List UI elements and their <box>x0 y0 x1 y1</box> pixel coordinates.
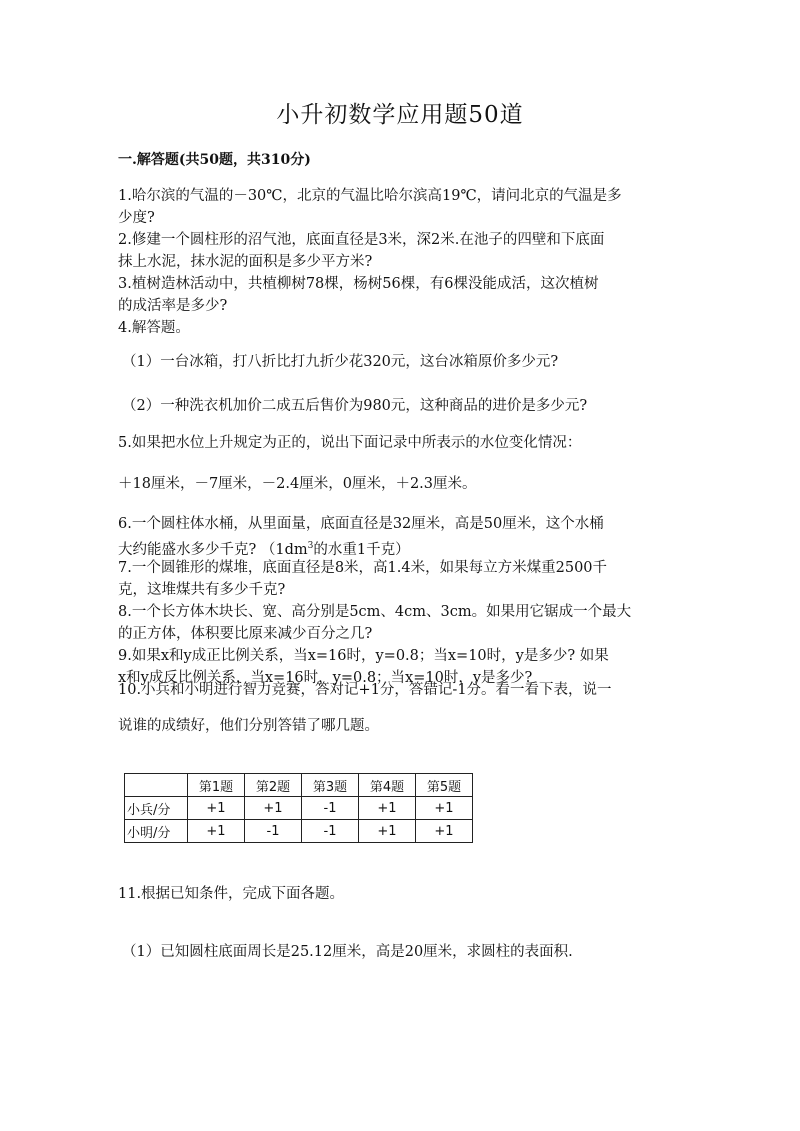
question-3-line-2: 的成活率是多少? <box>118 298 228 314</box>
score-table-header-cell: 第5题 <box>416 774 473 797</box>
question-2-line-2: 抹上水泥，抹水泥的面积是多少平方米? <box>118 254 373 270</box>
question-11-part-1: （1）已知圆柱底面周长是25.12厘米，高是20厘米，求圆柱的表面积. <box>122 944 573 960</box>
question-10-line-2: 说谁的成绩好，他们分别答错了哪几题。 <box>118 718 379 734</box>
question-6-line-1: 6.一个圆柱体水桶，从里面量，底面直径是32厘米，高是50厘米，这个水桶 <box>118 516 604 532</box>
score-table-corner <box>125 774 188 797</box>
score-cell: -1 <box>302 797 359 820</box>
question-7-line-1: 7.一个圆锥形的煤堆，底面直径是8米，高1.4米，如果每立方米煤重2500千 <box>118 560 608 576</box>
table-row <box>125 797 473 820</box>
question-8-line-2: 的正方体，体积要比原来减少百分之几? <box>118 626 373 642</box>
question-4-part-1: （1）一台冰箱，打八折比打九折少花320元，这台冰箱原价多少元? <box>122 354 559 370</box>
question-1 <box>118 185 678 229</box>
question-5-values: ＋18厘米，－7厘米，－2.4厘米，0厘米，＋2.3厘米。 <box>118 476 477 492</box>
question-8-line-1: 8.一个长方体木块长、宽、高分别是5cm、4cm、3cm。如果用它锯成一个最大 <box>118 604 632 620</box>
question-9-line-1: 9.如果x和y成正比例关系，当x=16时，y=0.8；当x=10时，y是多少? 如果 <box>118 648 609 664</box>
question-8 <box>118 601 678 645</box>
question-9-line-2: x和y成反比例关系，当x=16时，y=0.8；当x=10时，y是多少? <box>118 670 533 686</box>
question-3 <box>118 273 678 317</box>
score-table-header-cell: 第1题 <box>188 774 245 797</box>
question-1-line-2: 少度? <box>118 210 155 226</box>
question-2-line-1: 2.修建一个圆柱形的沼气池，底面直径是3米，深2米.在池子的四壁和下底面 <box>118 232 605 248</box>
question-6-line-2-a: 大约能盛水多少千克? （1dm <box>118 541 308 558</box>
page-title: 小升初数学应用题50道 <box>276 102 524 128</box>
question-6 <box>118 513 678 561</box>
question-3-line-1: 3.植树造林活动中，共植柳树78棵，杨树56棵，有6棵没能成活，这次植树 <box>118 276 599 292</box>
score-cell: +1 <box>188 797 245 820</box>
score-table-header-row <box>125 774 473 797</box>
question-7-line-2: 克，这堆煤共有多少千克? <box>118 582 286 598</box>
score-cell: -1 <box>302 820 359 843</box>
question-11: 11.根据已知条件，完成下面各题。 <box>118 886 345 902</box>
score-table-header-cell: 第3题 <box>302 774 359 797</box>
score-cell: +1 <box>416 820 473 843</box>
row-label: 小明/分 <box>125 820 188 843</box>
question-6-line-2-b: 的水重1千克） <box>313 541 410 558</box>
table-row <box>125 820 473 843</box>
score-cell: +1 <box>188 820 245 843</box>
score-cell: +1 <box>245 797 302 820</box>
score-table-header-cell: 第2题 <box>245 774 302 797</box>
score-cell: +1 <box>359 797 416 820</box>
question-10-line-1: 10.小兵和小明进行智力竞赛，答对记+1分，答错记-1分。看一看下表，说一 <box>118 682 612 698</box>
score-table <box>124 773 473 843</box>
score-table-header-cell: 第4题 <box>359 774 416 797</box>
row-label: 小兵/分 <box>125 797 188 820</box>
question-5: 5.如果把水位上升规定为正的，说出下面记录中所表示的水位变化情况： <box>118 435 582 451</box>
score-cell: +1 <box>359 820 416 843</box>
score-cell: +1 <box>416 797 473 820</box>
question-1-line-1: 1.哈尔滨的气温的－30℃，北京的气温比哈尔滨高19℃，请问北京的气温是多 <box>118 188 622 204</box>
question-2 <box>118 229 678 273</box>
question-7 <box>118 557 678 601</box>
cube-superscript: 3 <box>307 541 314 551</box>
question-4-part-2: （2）一种洗衣机加价二成五后售价为980元，这种商品的进价是多少元? <box>122 398 588 414</box>
section-heading: 一.解答题(共50题，共310分) <box>118 152 311 168</box>
question-4: 4.解答题。 <box>118 320 190 336</box>
score-cell: -1 <box>245 820 302 843</box>
